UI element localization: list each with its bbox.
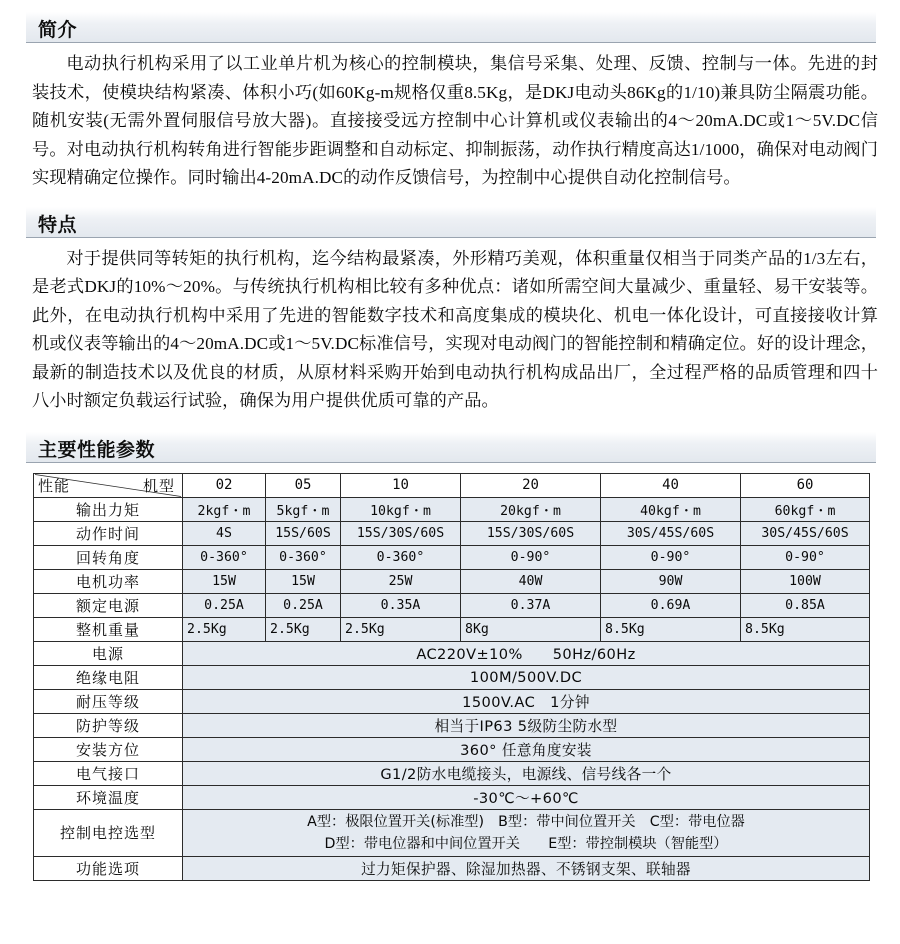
row-value: 10kgf・m: [341, 497, 461, 521]
row-value: 0-90°: [461, 545, 601, 569]
row-value: 0.85A: [741, 593, 870, 617]
table-row: [34, 497, 870, 521]
row-value: 2.5Kg: [341, 617, 461, 641]
row-value: 2.5Kg: [183, 617, 266, 641]
row-value: 0.25A: [266, 593, 341, 617]
row-value: 0.35A: [341, 593, 461, 617]
row-value: 2kgf・m: [183, 497, 266, 521]
table-row: [34, 617, 870, 641]
row-value: 60kgf・m: [741, 497, 870, 521]
model-column-header: 40: [601, 473, 741, 497]
row-value: 100W: [741, 569, 870, 593]
row-value: 0-360°: [183, 545, 266, 569]
model-column-header: 02: [183, 473, 266, 497]
model-column-header: 20: [461, 473, 601, 497]
corner-bottom-label: 性能: [38, 476, 71, 495]
row-value: 8.5Kg: [601, 617, 741, 641]
row-label: 动作时间: [34, 521, 183, 545]
row-value: 20kgf・m: [461, 497, 601, 521]
row-value: 30S/45S/60S: [601, 521, 741, 545]
row-label: 电源: [34, 641, 183, 665]
section-heading-features: [26, 207, 876, 238]
row-value: 15W: [266, 569, 341, 593]
table-row: [34, 521, 870, 545]
row-value: 15W: [183, 569, 266, 593]
paragraph-intro: 电动执行机构采用了以工业单片机为核心的控制模块，集信号采集、处理、反馈、控制与一体。先进的封装技术，使模块结构紧凑、体积小巧(如60Kg-m规格仅重8.5Kg，是DKJ电动头86Kg的1/10)兼具防尘隔震功能。随机安装(无需外置伺服信号放大器)。直接接受远方控制中心计算机或仪表输出的4～20mA.DC或1～5V.DC信号。对电动执行机构转角进行智能步距调整和自动标定、抑制振荡，动作执行精度高达1/1000，确保对电动阀门实现精确定位操作。同时输出4-20mA.DC的动作反馈信号，为控制中心提供自动化控制信号。: [32, 54, 878, 187]
control-options-line-1: A型：极限位置开关(标准型) B型：带中间位置开关 C型：带电位器: [307, 813, 745, 830]
section-heading-specs-text: 主要性能参数: [38, 438, 156, 461]
row-label: 回转角度: [34, 545, 183, 569]
top-spacer: [0, 0, 900, 12]
row-value: 8.5Kg: [741, 617, 870, 641]
table-row: [34, 569, 870, 593]
spec-table: [33, 473, 870, 881]
row-label: 绝缘电阻: [34, 665, 183, 689]
row-value: 40kgf・m: [601, 497, 741, 521]
table-row: [34, 593, 870, 617]
row-value: 40W: [461, 569, 601, 593]
spec-table-body: [34, 473, 870, 880]
row-value: 8Kg: [461, 617, 601, 641]
row-value: 15S/30S/60S: [461, 521, 601, 545]
section-heading-features-text: 特点: [38, 213, 78, 236]
spacer-after-intro: [0, 193, 900, 207]
row-label: 环境温度: [34, 785, 183, 809]
table-row: [34, 689, 870, 713]
row-value: 0-90°: [741, 545, 870, 569]
row-value: 15S/30S/60S: [341, 521, 461, 545]
row-label: 整机重量: [34, 617, 183, 641]
row-label: 输出力矩: [34, 497, 183, 521]
row-value: 0-90°: [601, 545, 741, 569]
spec-table-wrapper: [33, 473, 869, 881]
row-value-merged: AC220V±10% 50Hz/60Hz: [183, 641, 870, 665]
row-label: 控制电控选型: [34, 809, 183, 856]
row-value-merged: 过力矩保护器、除湿加热器、不锈钢支架、联轴器: [183, 856, 870, 880]
row-label: 功能选项: [34, 856, 183, 880]
model-column-header: 05: [266, 473, 341, 497]
row-value: 2.5Kg: [266, 617, 341, 641]
model-column-header: 10: [341, 473, 461, 497]
section-heading-specs: [26, 432, 876, 463]
row-label: 额定电源: [34, 593, 183, 617]
section-heading-intro: [26, 12, 876, 43]
table-row: [34, 785, 870, 809]
row-value: 0.69A: [601, 593, 741, 617]
row-value: 0.37A: [461, 593, 601, 617]
table-row: [34, 641, 870, 665]
model-column-header: 60: [741, 473, 870, 497]
row-value: 0.25A: [183, 593, 266, 617]
spacer-after-features: [0, 416, 900, 432]
row-label: 安装方位: [34, 737, 183, 761]
table-row: [34, 545, 870, 569]
row-value: 0-360°: [341, 545, 461, 569]
corner-top-label: 机型: [142, 476, 175, 495]
row-value: 90W: [601, 569, 741, 593]
table-row: [34, 761, 870, 785]
row-value: 30S/45S/60S: [741, 521, 870, 545]
row-label: 电气接口: [34, 761, 183, 785]
row-value-merged: 1500V.AC 1分钟: [183, 689, 870, 713]
row-value: 15S/60S: [266, 521, 341, 545]
table-row: [34, 809, 870, 856]
row-label: 防护等级: [34, 713, 183, 737]
row-value-merged-multiline: [183, 809, 870, 856]
table-row: [34, 856, 870, 880]
control-options-line-2: D型：带电位器和中间位置开关 E型：带控制模块（智能型）: [324, 835, 728, 852]
row-value-merged: 相当于IP63 5级防尘防水型: [183, 713, 870, 737]
paragraph-features: 对于提供同等转矩的执行机构，迄今结构最紧凑，外形精巧美观，体积重量仅相当于同类产品的1/3左右，是老式DKJ的10%～20%。与传统执行机构相比较有多种优点：诸如所需空间大量减少、重量轻、易干安装等。此外，在电动执行机构中采用了先进的智能数字技术和高度集成的模块化、机电一体化设计，可直接接收计算机或仪表等输出的4～20mA.DC或1～5V.DC标准信号，实现对电动阀门的智能控制和精确定位。好的设计理念，最新的制造技术以及优良的材质，从原材料采购开始到电动执行机构成品出厂，全过程严格的品质管理和四十八小时额定负载运行试验，确保为用户提供优质可靠的产品。: [32, 248, 878, 410]
table-row: [34, 737, 870, 761]
row-label: 耐压等级: [34, 689, 183, 713]
row-value-merged: -30℃～+60℃: [183, 785, 870, 809]
section-heading-intro-text: 简介: [38, 19, 78, 41]
row-label: 电机功率: [34, 569, 183, 593]
corner-split-cell: [34, 473, 183, 497]
row-value: 25W: [341, 569, 461, 593]
row-value: 4S: [183, 521, 266, 545]
row-value-merged: 360° 任意角度安装: [183, 737, 870, 761]
table-row: [34, 665, 870, 689]
table-row: [34, 713, 870, 737]
row-value-merged: 100M/500V.DC: [183, 665, 870, 689]
row-value-merged: G1/2防水电缆接头，电源线、信号线各一个: [183, 761, 870, 785]
row-value: 0-360°: [266, 545, 341, 569]
table-header-row: [34, 473, 870, 497]
row-value: 5kgf・m: [266, 497, 341, 521]
